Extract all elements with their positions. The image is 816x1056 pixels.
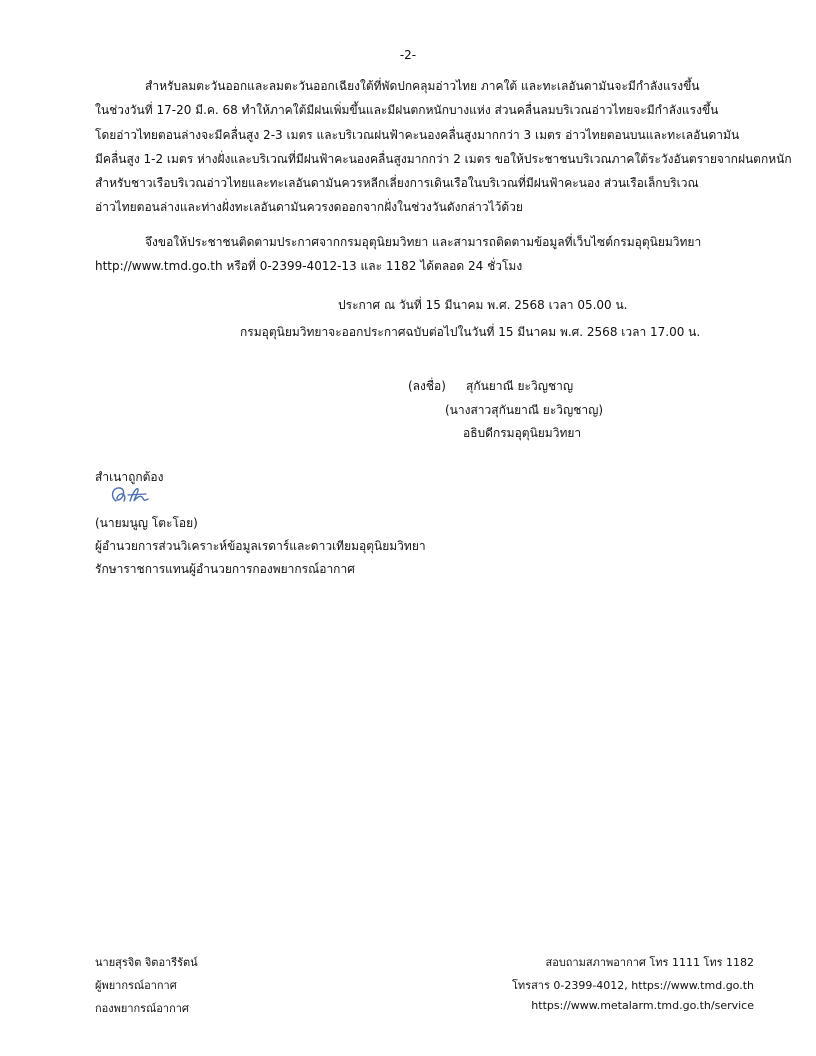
announced-at: ประกาศ ณ วันที่ 15 มีนาคม พ.ศ. 2568 เวลา 05.00 น. [338, 298, 628, 312]
certified-copy-label: สำเนาถูกต้อง [95, 470, 164, 484]
paragraph-line: สำหรับลมตะวันออกและลมตะวันออกเฉียงใต้ที่พัดปกคลุมอ่าวไทย ภาคใต้ และทะเลอันดามันจะมีกำลังแรงขึ้น [145, 79, 700, 93]
forecaster-role: ผู้พยากรณ์อากาศ [95, 979, 177, 992]
paragraph-line: มีคลื่นสูง 1-2 เมตร ห่างฝั่งและบริเวณที่มีฝนฟ้าคะนองคลื่นสูงมากกว่า 2 เมตร ขอให้ประชาชนบริเวณภาคใต้ระวังอันตรายจากฝนตกหนัก [95, 152, 792, 166]
certifier-name: (นายมนูญ โตะโอย) [95, 516, 198, 530]
contact-service-link[interactable]: https://www.metalarm.tmd.go.th/service [531, 999, 754, 1012]
forecaster-name: นายสุรจิต จิตอารีรัตน์ [95, 956, 198, 969]
paragraph-line: http://www.tmd.go.th หรือที่ 0-2399-4012-13 และ 1182 ได้ตลอด 24 ชั่วโมง [95, 259, 523, 273]
signatory-position: อธิบดีกรมอุตุนิยมวิทยา [463, 426, 582, 440]
contact-fax-website: โทรสาร 0-2399-4012, https://www.tmd.go.th [512, 979, 754, 992]
paragraph-line: โดยอ่าวไทยตอนล่างจะมีคลื่นสูง 2-3 เมตร และบริเวณฝนฟ้าคะนองคลื่นสูงมากกว่า 3 เมตร อ่าวไทยตอนบนและทะเลอันดามัน [95, 128, 740, 142]
certifier-acting-position: รักษาราชการแทนผู้อำนวยการกองพยากรณ์อากาศ [95, 562, 355, 576]
forecaster-division: กองพยากรณ์อากาศ [95, 1002, 189, 1015]
signed-label: (ลงชื่อ) [408, 379, 446, 393]
certifier-position: ผู้อำนวยการส่วนวิเคราะห์ข้อมูลเรดาร์และดาวเทียมอุตุนิยมวิทยา [95, 539, 426, 553]
contact-phone: สอบถามสภาพอากาศ โทร 1111 โทร 1182 [545, 956, 754, 969]
next-announcement: กรมอุตุนิยมวิทยาจะออกประกาศฉบับต่อไปในวันที่ 15 มีนาคม พ.ศ. 2568 เวลา 17.00 น. [240, 325, 701, 339]
signatory-full-name: (นางสาวสุกันยาณี ยะวิญชาญ) [445, 403, 604, 417]
handwritten-signature-icon [108, 483, 154, 507]
paragraph-line: สำหรับชาวเรือบริเวณอ่าวไทยและทะเลอันดามันควรหลีกเลี่ยงการเดินเรือในบริเวณที่มีฝนฟ้าคะนอง ส่วนเรือเล็กบริเวณ [95, 176, 699, 190]
paragraph-line: จึงขอให้ประชาชนติดตามประกาศจากกรมอุตุนิยมวิทยา และสามารถติดตามข้อมูลที่เว็บไซต์กรมอุตุนิยมวิทยา [145, 235, 702, 249]
paragraph-line: อ่าวไทยตอนล่างและท่างฝั่งทะเลอันดามันควรงดออกจากฝั่งในช่วงวันดังกล่าวไว้ด้วย [95, 200, 523, 214]
signatory-name: สุกันยาณี ยะวิญชาญ [466, 379, 574, 393]
paragraph-line: ในช่วงวันที่ 17-20 มี.ค. 68 ทำให้ภาคใต้มีฝนเพิ่มขึ้นและมีฝนตกหนักบางแห่ง ส่วนคลื่นลมบริเวณอ่าวไทยจะมีกำลังแรงขึ้น [95, 103, 719, 117]
page-number: -2- [399, 48, 417, 62]
